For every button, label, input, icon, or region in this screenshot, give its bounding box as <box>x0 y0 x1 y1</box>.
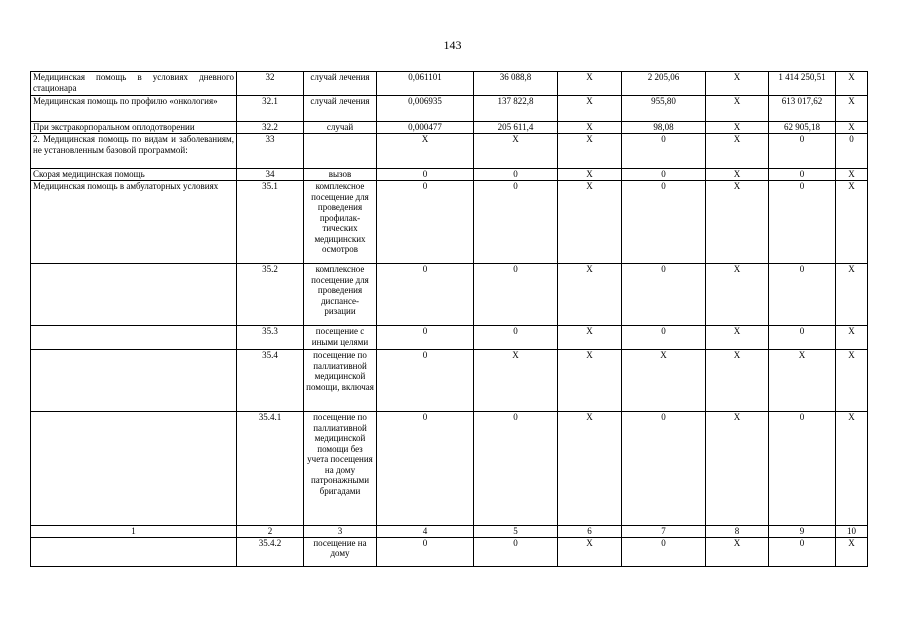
table-row <box>31 264 868 326</box>
unit-cell: случай <box>304 122 377 134</box>
col9-cell: 0 <box>769 412 836 526</box>
col8-cell: X <box>706 537 769 566</box>
row-name-cell <box>31 350 237 412</box>
col7-cell: 0 <box>622 264 706 326</box>
table-row <box>31 537 868 566</box>
line-number-cell: 32.1 <box>237 96 304 122</box>
unit-cell: посещение с иными целями <box>304 326 377 350</box>
line-number-cell: 35.2 <box>237 264 304 326</box>
col7-cell: 7 <box>622 526 706 538</box>
unit-cell: посещение по паллиативной медицинской помощи, включая <box>304 350 377 412</box>
col9-cell: X <box>769 350 836 412</box>
col9-cell: 0 <box>769 537 836 566</box>
col5-cell: X <box>474 350 558 412</box>
col4-cell: 4 <box>377 526 474 538</box>
col8-cell: X <box>706 122 769 134</box>
col8-cell: 8 <box>706 526 769 538</box>
col5-cell: X <box>474 134 558 169</box>
col7-cell: 0 <box>622 537 706 566</box>
col4-cell: 0 <box>377 326 474 350</box>
row-name-cell: Медицинская помощь в амбулаторных условиях <box>31 181 237 264</box>
line-number-cell: 2 <box>237 526 304 538</box>
col10-cell: X <box>836 412 868 526</box>
line-number-cell: 34 <box>237 169 304 181</box>
table-row <box>31 122 868 134</box>
col10-cell: 0 <box>836 134 868 169</box>
col7-cell: 2 205,06 <box>622 72 706 96</box>
col4-cell: 0 <box>377 412 474 526</box>
col8-cell: X <box>706 350 769 412</box>
col6-cell: X <box>558 169 622 181</box>
unit-cell: комплексное посещение для проведения профилак-тических медицинских осмотров <box>304 181 377 264</box>
table-row <box>31 134 868 169</box>
unit-cell: посещение на дому <box>304 537 377 566</box>
col10-cell: X <box>836 122 868 134</box>
col10-cell: X <box>836 350 868 412</box>
unit-cell: случай лечения <box>304 72 377 96</box>
col10-cell: X <box>836 264 868 326</box>
col7-cell: 0 <box>622 134 706 169</box>
unit-cell: случай лечения <box>304 96 377 122</box>
col5-cell: 0 <box>474 181 558 264</box>
col6-cell: X <box>558 134 622 169</box>
line-number-cell: 35.4 <box>237 350 304 412</box>
col5-cell: 36 088,8 <box>474 72 558 96</box>
col9-cell: 9 <box>769 526 836 538</box>
col10-cell: X <box>836 326 868 350</box>
col5-cell: 0 <box>474 169 558 181</box>
table-row <box>31 181 868 264</box>
col8-cell: X <box>706 264 769 326</box>
col6-cell: X <box>558 122 622 134</box>
col9-cell: 0 <box>769 134 836 169</box>
col7-cell: 0 <box>622 169 706 181</box>
col6-cell: X <box>558 412 622 526</box>
unit-cell: посещение по паллиативной медицинской помощи без учета посещения на дому патронажными бригадами <box>304 412 377 526</box>
row-name-cell <box>31 537 237 566</box>
table-row <box>31 412 868 526</box>
col7-cell: X <box>622 350 706 412</box>
col9-cell: 0 <box>769 326 836 350</box>
row-name-cell: 1 <box>31 526 237 538</box>
table-row <box>31 350 868 412</box>
unit-cell <box>304 134 377 169</box>
col9-cell: 62 905,18 <box>769 122 836 134</box>
col9-cell: 0 <box>769 169 836 181</box>
col6-cell: X <box>558 350 622 412</box>
col7-cell: 0 <box>622 181 706 264</box>
line-number-cell: 35.3 <box>237 326 304 350</box>
col7-cell: 955,80 <box>622 96 706 122</box>
col9-cell: 0 <box>769 264 836 326</box>
col4-cell: 0 <box>377 181 474 264</box>
col9-cell: 0 <box>769 181 836 264</box>
col10-cell: X <box>836 169 868 181</box>
col8-cell: X <box>706 134 769 169</box>
col8-cell: X <box>706 72 769 96</box>
data-table <box>30 71 868 567</box>
col10-cell: X <box>836 181 868 264</box>
line-number-cell: 33 <box>237 134 304 169</box>
col4-cell: 0 <box>377 264 474 326</box>
col6-cell: X <box>558 96 622 122</box>
row-name-cell <box>31 412 237 526</box>
col4-cell: 0 <box>377 350 474 412</box>
col5-cell: 5 <box>474 526 558 538</box>
col4-cell: 0,006935 <box>377 96 474 122</box>
table-row <box>31 526 868 538</box>
row-name-cell: Скорая медицинская помощь <box>31 169 237 181</box>
row-name-cell: 2. Медицинская помощь по видам и заболеваниям, не установленным базовой программой: <box>31 134 237 169</box>
row-name-cell <box>31 264 237 326</box>
col6-cell: 6 <box>558 526 622 538</box>
row-name-cell: При экстракорпоральном оплодотворении <box>31 122 237 134</box>
row-name-cell <box>31 326 237 350</box>
col4-cell: 0,000477 <box>377 122 474 134</box>
line-number-cell: 35.4.1 <box>237 412 304 526</box>
col8-cell: X <box>706 169 769 181</box>
col10-cell: X <box>836 96 868 122</box>
col8-cell: X <box>706 412 769 526</box>
row-name-cell: Медицинская помощь по профилю «онкология» <box>31 96 237 122</box>
col5-cell: 0 <box>474 326 558 350</box>
col6-cell: X <box>558 326 622 350</box>
col8-cell: X <box>706 326 769 350</box>
col9-cell: 1 414 250,51 <box>769 72 836 96</box>
col5-cell: 205 611,4 <box>474 122 558 134</box>
col8-cell: X <box>706 181 769 264</box>
col4-cell: X <box>377 134 474 169</box>
col7-cell: 98,08 <box>622 122 706 134</box>
col5-cell: 0 <box>474 537 558 566</box>
col4-cell: 0 <box>377 169 474 181</box>
line-number-cell: 32 <box>237 72 304 96</box>
col6-cell: X <box>558 537 622 566</box>
table-row <box>31 326 868 350</box>
line-number-cell: 32.2 <box>237 122 304 134</box>
row-name-cell: Медицинская помощь в условиях дневного стационара <box>31 72 237 96</box>
col7-cell: 0 <box>622 326 706 350</box>
line-number-cell: 35.4.2 <box>237 537 304 566</box>
unit-cell: 3 <box>304 526 377 538</box>
unit-cell: комплексное посещение для проведения диспансе-ризации <box>304 264 377 326</box>
col6-cell: X <box>558 264 622 326</box>
line-number-cell: 35.1 <box>237 181 304 264</box>
col4-cell: 0,061101 <box>377 72 474 96</box>
col8-cell: X <box>706 96 769 122</box>
col9-cell: 613 017,62 <box>769 96 836 122</box>
col10-cell: X <box>836 537 868 566</box>
col5-cell: 0 <box>474 264 558 326</box>
col5-cell: 0 <box>474 412 558 526</box>
unit-cell: вызов <box>304 169 377 181</box>
col4-cell: 0 <box>377 537 474 566</box>
col7-cell: 0 <box>622 412 706 526</box>
page-number: 143 <box>443 38 462 52</box>
col6-cell: X <box>558 72 622 96</box>
table-row <box>31 169 868 181</box>
col5-cell: 137 822,8 <box>474 96 558 122</box>
col6-cell: X <box>558 181 622 264</box>
col10-cell: X <box>836 72 868 96</box>
col10-cell: 10 <box>836 526 868 538</box>
table-row <box>31 96 868 122</box>
table-row <box>31 72 868 96</box>
